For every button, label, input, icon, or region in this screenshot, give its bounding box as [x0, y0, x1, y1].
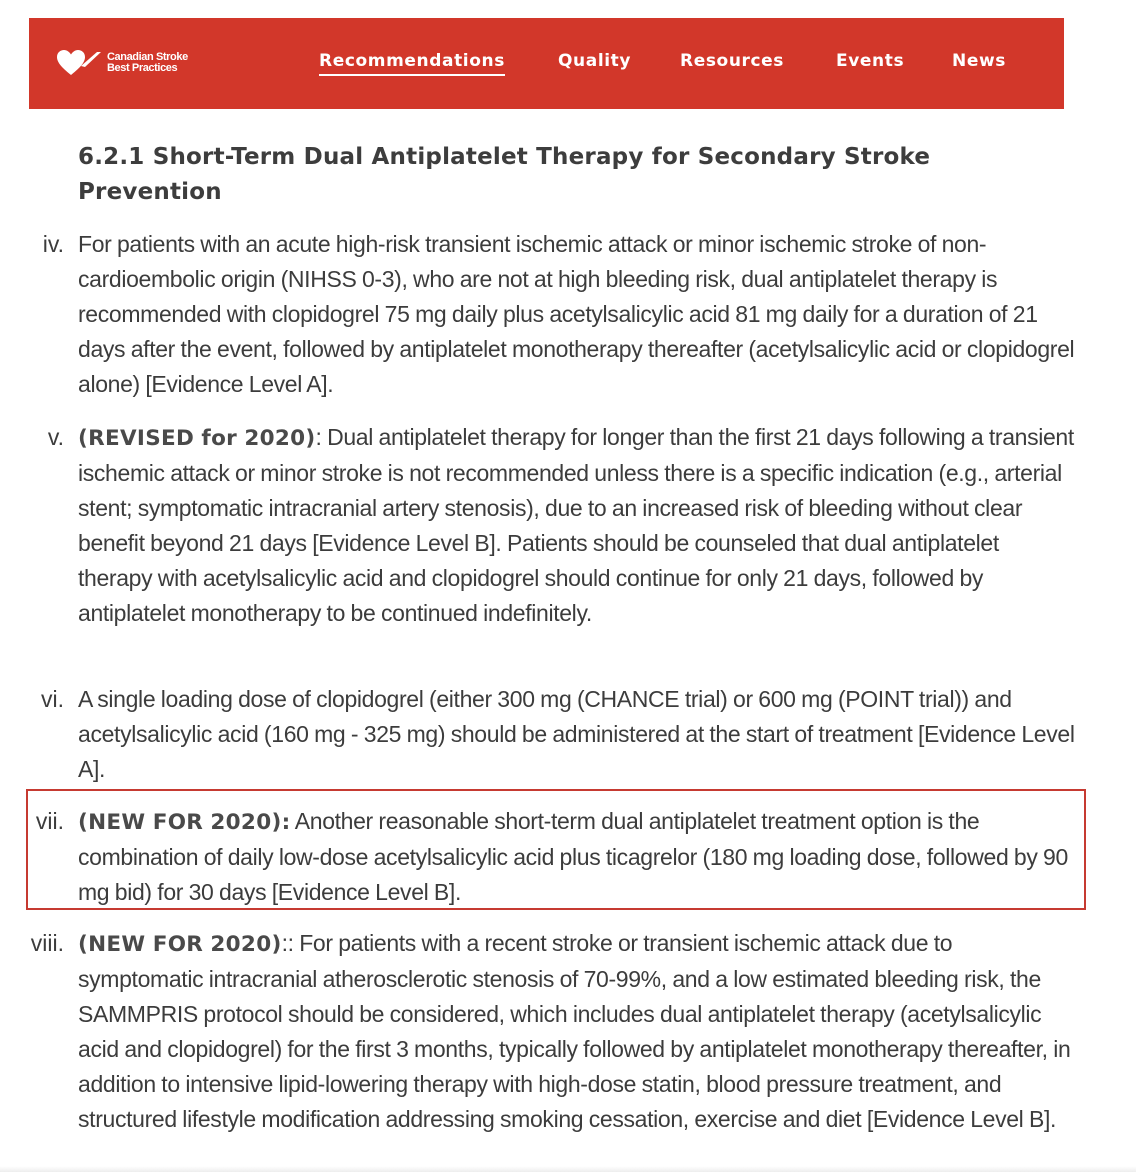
logo-line-1: Canadian Stroke	[107, 51, 188, 63]
site-header	[29, 18, 1064, 109]
new-tag: (NEW FOR 2020):	[78, 810, 291, 835]
recommendation-text	[78, 926, 1076, 1137]
recommendation-body: :: For patients with a recent stroke or transient ischemic attack due to symptomatic intracranial atherosclerotic stenosis of 70-99%, and a low estimated bleeding risk, the SAMMPRIS protocol should be considered, which includes dual antiplatelet therapy (acetylsalicylic acid and clopidogrel) for the first 3 months, typically followed by antiplatelet monotherapy thereafter, in addition to intensive lipid-lowering therapy with high-dose statin, blood pressure treatment, and structured lifestyle modification addressing smoking cessation, exercise and diet [Evidence Level B].	[78, 930, 1071, 1132]
recommendation-body: Another reasonable short-term dual antiplatelet treatment option is the combination of daily low-dose acetylsalicylic acid plus ticagrelor (180 mg loading dose, followed by 90 mg bid) for 30 days [Evidence Level B].	[78, 808, 1068, 905]
recommendation-text	[78, 227, 1076, 402]
recommendation-body: : Dual antiplatelet therapy for longer than the first 21 days following a transient ischemic attack or minor stroke is not recommended unless there is a specific indication (e.g., arterial stent; symptomatic intracranial artery stenosis), due to an increased risk of bleeding without clear benefit beyond 21 days [Evidence Level B]. Patients should be counseled that dual antiplatelet therapy with acetylsalicylic acid and clopidogrel should continue for only 21 days, followed by antiplatelet monotherapy to be continued indefinitely.	[78, 424, 1074, 626]
recommendation-number: iv.	[42, 231, 64, 257]
nav-recommendations[interactable]: Recommendations	[319, 51, 505, 76]
main-nav	[29, 51, 1064, 91]
bottom-edge	[0, 1166, 1136, 1172]
nav-quality[interactable]: Quality	[558, 51, 632, 71]
recommendation-number: viii.	[30, 930, 64, 956]
recommendation-body: For patients with an acute high-risk transient ischemic attack or minor ischemic stroke of non-cardioembolic origin (NIHSS 0-3), who are not at high bleeding risk, dual antiplatelet therapy is recommended with clopidogrel 75 mg daily plus acetylsalicylic acid 81 mg daily for a duration of 21 days after the event, followed by antiplatelet monotherapy thereafter (acetylsalicylic acid or clopidogrel alone) [Evidence Level A].	[78, 231, 1075, 397]
nav-resources[interactable]: Resources	[680, 51, 785, 71]
section-title: 6.2.1 Short-Term Dual Antiplatelet Therapy for Secondary Stroke Prevention	[78, 144, 931, 205]
nav-events[interactable]: Events	[836, 51, 905, 71]
recommendation-text	[78, 682, 1076, 787]
revised-tag: (REVISED for 2020)	[78, 426, 316, 451]
new-tag: (NEW FOR 2020)	[78, 932, 282, 957]
recommendation-body: A single loading dose of clopidogrel (either 300 mg (CHANCE trial) or 600 mg (POINT trial)) and acetylsalicylic acid (160 mg - 325 mg) should be administered at the start of treatment [Evidence Level A].	[78, 686, 1075, 782]
recommendation-number: vi.	[41, 686, 64, 712]
nav-news[interactable]: News	[952, 51, 1006, 71]
recommendation-text	[78, 420, 1076, 631]
recommendation-number: v.	[47, 424, 64, 450]
recommendation-number: vii.	[35, 808, 64, 834]
logo-line-2: Best Practices	[107, 62, 178, 74]
recommendation-text	[78, 804, 1076, 910]
